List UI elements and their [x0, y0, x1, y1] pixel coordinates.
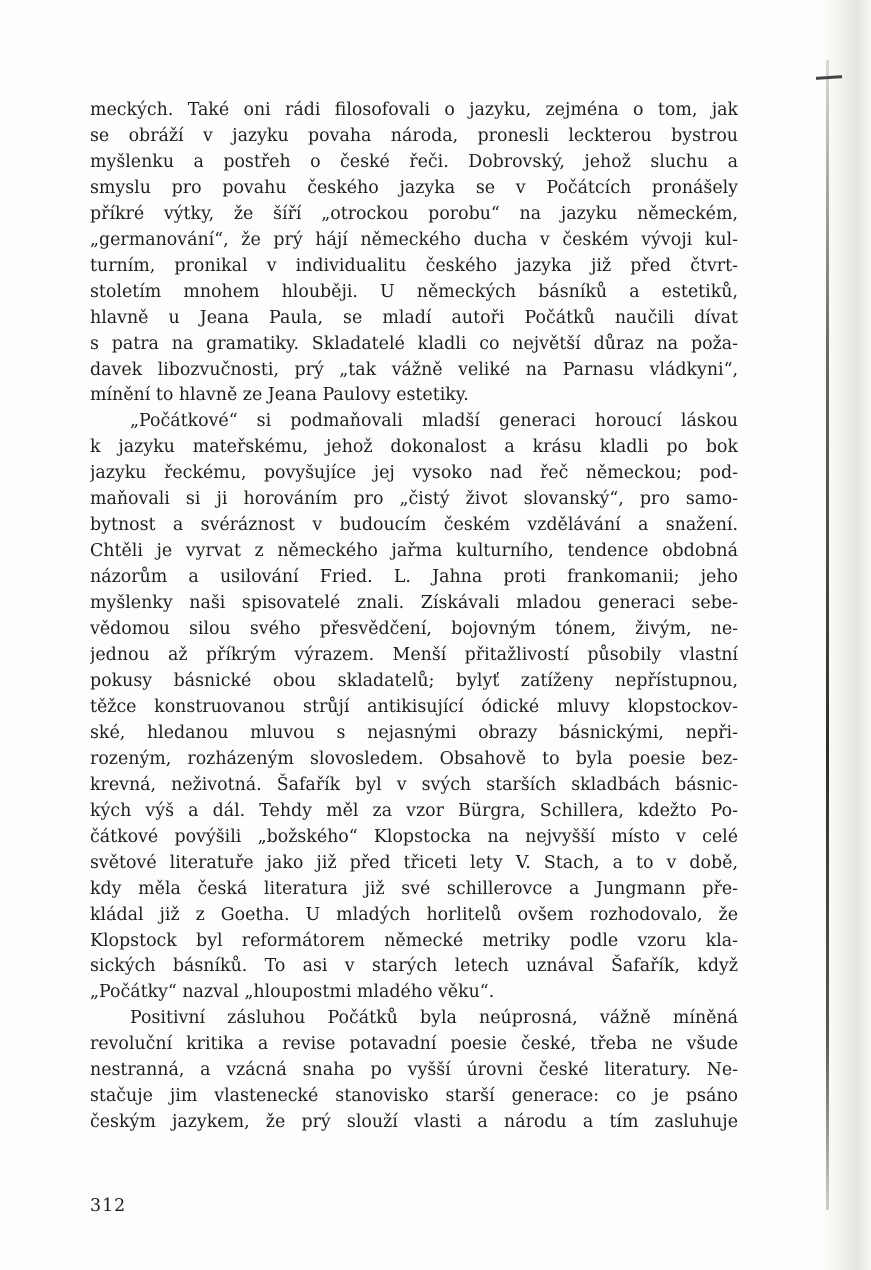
text-line: Positivní zásluhou Počátků byla neúprosná, vážně míněná	[130, 1008, 738, 1029]
text-line: vědomou silou svého přesvědčení, bojovným tónem, živým, ne-	[90, 619, 738, 640]
text-line: těžce konstruovanou strůjí antikisující ódické mluvy klopstockov-	[90, 696, 738, 717]
text-line: názorům a usilování Fried. L. Jahna proti frankomanii; jeho	[90, 567, 738, 588]
text-line: krevná, neživotná. Šafařík byl v svých starších skladbách básnic-	[90, 774, 738, 795]
text-line: revoluční kritika a revise potavadní poesie české, třeba ne všude	[90, 1034, 738, 1055]
text-line: turním, pronikal v individualitu českého jazyka již před čtvrt-	[90, 255, 738, 276]
text-line: bytnost a svéráznost v budoucím českém vzdělávání a snažení.	[90, 515, 738, 536]
text-line: s patra na gramatiky. Skladatelé kladli co největší důraz na poža-	[90, 333, 738, 354]
text-line: pokusy básnické obou skladatelů; bylyť zatíženy nepřístupnou,	[90, 670, 738, 691]
text-line: smyslu pro povahu českého jazyka se v Počátcích pronášely	[90, 177, 738, 198]
text-line: sických básníků. To asi v starých letech uznával Šafařík, když	[90, 956, 738, 977]
text-line: Klopstock byl reformátorem německé metriky podle vzoru kla-	[90, 930, 738, 951]
text-line: davek libozvučnosti, prý „tak vážně veliké na Parnasu vládkyni“,	[90, 359, 738, 380]
text-line: českým jazykem, že prý slouží vlasti a národu a tím zasluhuje	[90, 1112, 738, 1133]
binding-edge-shadow	[826, 60, 829, 1210]
text-line: stačuje jim vlastenecké stanovisko starší generace: co je psáno	[90, 1086, 738, 1107]
page-number: 312	[90, 1196, 127, 1216]
text-line: kých výš a dál. Tehdy měl za vzor Bürgra, Schillera, kdežto Po-	[90, 800, 738, 821]
text-line: ské, hledanou mluvou s nejasnými obrazy básnickými, nepři-	[90, 722, 738, 743]
text-line: rozeným, rozházeným slovosledem. Obsahově to byla poesie bez-	[90, 748, 738, 769]
text-line: se obráží v jazyku povaha národa, pronesli leckterou bystrou	[90, 125, 738, 146]
text-line: „germanování“, že prý hájí německého ducha v českém vývoji kul-	[90, 229, 738, 250]
text-line: jazyku řeckému, povyšujíce jej vysoko nad řeč německou; pod-	[90, 463, 738, 484]
text-line: „Počátkové“ si podmaňovali mladší generaci horoucí láskou	[130, 411, 738, 432]
binding-gutter	[823, 0, 871, 1270]
text-line: kdy měla česká literatura již své schillerovce a Jungmann pře-	[90, 878, 738, 899]
body-text	[90, 98, 738, 1136]
text-line: maňovali si ji horováním pro „čistý život slovanský“, pro samo-	[90, 489, 738, 510]
text-line: čátkové povýšili „božského“ Klopstocka na nejvyšší místo v celé	[90, 826, 738, 847]
text-line: světové literatuře jako již před třiceti lety V. Stach, a to v době,	[90, 852, 738, 873]
text-line: stoletím mnohem hlouběji. U německých básníků a estetiků,	[90, 281, 738, 302]
text-line: Chtěli je vyrvat z německého jařma kulturního, tendence obdobná	[90, 541, 738, 562]
text-line: mínění to hlavně ze Jeana Paulovy estetiky.	[90, 385, 469, 406]
text-line: hlavně u Jeana Paula, se mladí autoři Počátků naučili dívat	[90, 307, 738, 328]
text-line: k jazyku mateřskému, jehož dokonalost a krásu kladli po bok	[90, 437, 738, 458]
text-line: meckých. Také oni rádi filosofovali o jazyku, zejména o tom, jak	[90, 100, 738, 120]
text-line: kládal již z Goetha. U mladých horlitelů ovšem rozhodovalo, že	[90, 904, 738, 925]
text-line: myšlenky naši spisovatelé znali. Získávali mladou generaci sebe-	[90, 593, 738, 614]
text-line: příkré výtky, že šíří „otrockou porobu“ na jazyku německém,	[90, 203, 738, 224]
text-line: nestranná, a vzácná snaha po vyšší úrovni české literatury. Ne-	[90, 1060, 738, 1081]
text-line: „Počátky“ nazval „hloupostmi mladého věku“.	[90, 982, 495, 1003]
text-line: myšlenku a postřeh o české řeči. Dobrovský, jehož sluchu a	[90, 151, 738, 172]
text-line: jednou až příkrým výrazem. Menší přitažlivostí působily vlastní	[90, 645, 738, 666]
